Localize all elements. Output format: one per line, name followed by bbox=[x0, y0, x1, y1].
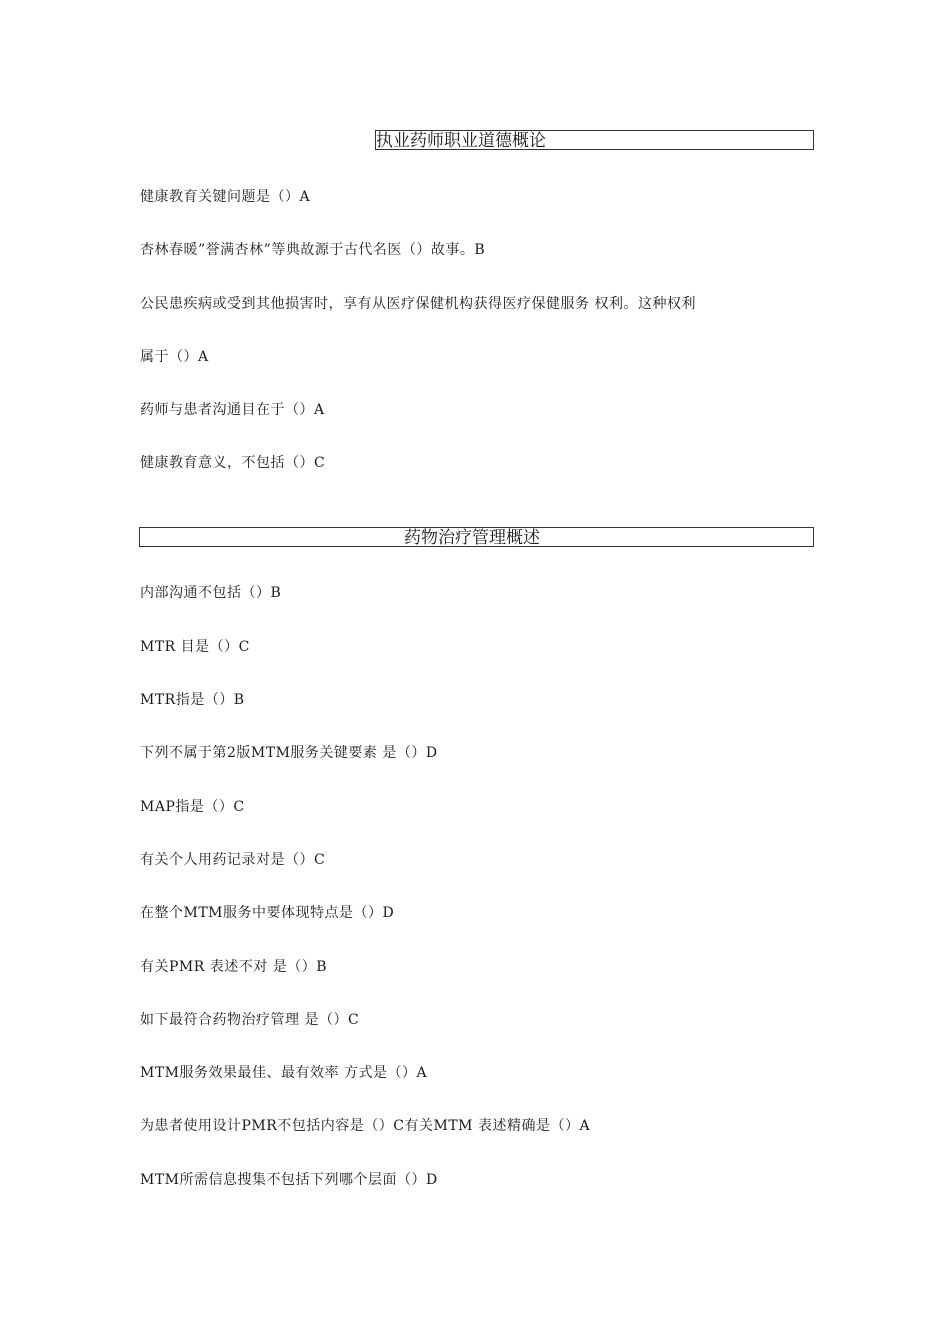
question-line: 健康教育意义，不包括（）C bbox=[140, 455, 326, 471]
question-line: 健康教育关键问题是（）A bbox=[140, 189, 311, 205]
question-line: MTR指是（）B bbox=[140, 692, 245, 708]
question-line: 属于（）A bbox=[140, 349, 209, 365]
question-line: 公民患疾病或受到其他损害时，享有从医疗保健机构获得医疗保健服务 权利。这种权利 bbox=[140, 296, 696, 312]
question-line: MTM所需信息搜集不包括下列哪个层面（）D bbox=[140, 1172, 438, 1188]
question-line: 如下最符合药物治疗管理 是（）C bbox=[140, 1012, 360, 1028]
question-line: 药师与患者沟通目在于（）A bbox=[140, 402, 325, 418]
question-line: MTR 目是（）C bbox=[140, 639, 250, 655]
question-line: 为患者使用设计PMR不包括内容是（）C有关MTM 表述精确是（）A bbox=[140, 1118, 591, 1134]
question-line: 有关PMR 表述不对 是（）B bbox=[140, 959, 327, 975]
question-line: MTM服务效果最佳、最有效率 方式是（）A bbox=[140, 1065, 428, 1081]
question-line: 在整个MTM服务中要体现特点是（）D bbox=[140, 905, 395, 921]
question-line: 下列不属于第2版MTM服务关键要素 是（）D bbox=[140, 745, 438, 761]
question-line: 内部沟通不包括（）B bbox=[140, 585, 282, 601]
section1-title: 执业药师职业道德概论 bbox=[376, 131, 546, 151]
section2-title: 药物治疗管理概述 bbox=[404, 528, 540, 548]
question-line: 杏林春暖”誉满杏林”等典故源于古代名医（）故事。B bbox=[140, 242, 486, 258]
question-line: 有关个人用药记录对是（）C bbox=[140, 852, 326, 868]
question-line: MAP指是（）C bbox=[140, 799, 245, 815]
